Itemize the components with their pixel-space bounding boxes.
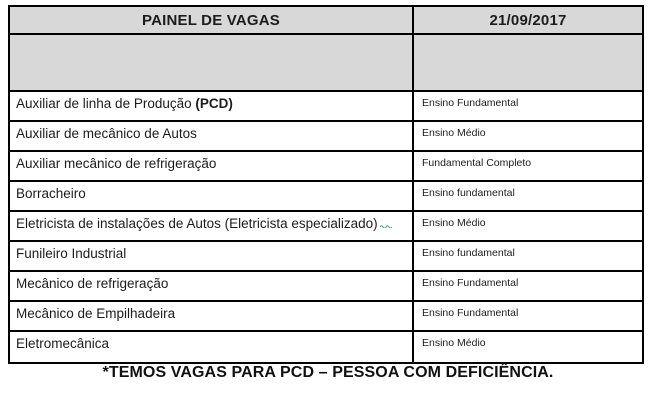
position-cell [10, 152, 414, 180]
footer-note: *TEMOS VAGAS PARA PCD – PESSOA COM DEFICIÊNCIA. [102, 364, 554, 381]
table-date-cell [414, 7, 642, 33]
education-cell [414, 272, 642, 300]
education-label: Ensino fundamental [422, 247, 515, 259]
position-cell [10, 182, 414, 210]
spacer-education-cell [414, 35, 642, 90]
table-row [10, 242, 642, 272]
education-cell [414, 122, 642, 150]
position-cell [10, 92, 414, 120]
position-cell [10, 122, 414, 150]
position-label: Eletricista de instalações de Autos (Eletricista especializado) [16, 216, 378, 231]
education-cell [414, 242, 642, 270]
education-cell [414, 92, 642, 120]
education-label: Fundamental Completo [422, 157, 532, 169]
position-label: Borracheiro [16, 186, 86, 201]
position-cell [10, 302, 414, 330]
table-row [10, 212, 642, 242]
position-cell [10, 332, 414, 362]
position-label: Auxiliar de mecânico de Autos [16, 126, 197, 141]
table-row [10, 122, 642, 152]
education-label: Ensino Fundamental [422, 277, 519, 289]
table-row [10, 92, 642, 122]
table-header-row [10, 7, 642, 35]
table-row [10, 272, 642, 302]
position-cell [10, 212, 414, 240]
position-label: Auxiliar de linha de Produção [16, 96, 196, 111]
page-title: PAINEL DE VAGAS [141, 11, 281, 29]
table-row [10, 182, 642, 212]
education-cell [414, 182, 642, 210]
position-label: Auxiliar mecânico de refrigeração [16, 156, 217, 171]
position-cell [10, 242, 414, 270]
education-cell [414, 152, 642, 180]
position-label: Funileiro Industrial [16, 246, 127, 261]
spacer-position-cell [10, 35, 414, 90]
position-label-bold: (PCD) [195, 96, 233, 111]
table-title-cell [10, 7, 414, 33]
education-label: Ensino Médio [422, 217, 486, 229]
education-label: Ensino fundamental [422, 187, 515, 199]
table-row [10, 302, 642, 332]
position-cell [10, 272, 414, 300]
education-label: Ensino Médio [422, 337, 486, 349]
position-label: Mecânico de refrigeração [16, 276, 169, 291]
vacancy-table [8, 5, 644, 364]
position-label: Mecânico de Empilhadeira [16, 306, 176, 321]
education-cell [414, 212, 642, 240]
education-cell [414, 302, 642, 330]
empty-spacer-row [10, 35, 642, 92]
spellcheck-squiggle-icon [380, 224, 392, 228]
date-label: 21/09/2017 [489, 11, 567, 29]
education-label: Ensino Fundamental [422, 307, 519, 319]
education-cell [414, 332, 642, 362]
table-row [10, 332, 642, 362]
education-label: Ensino Fundamental [422, 97, 519, 109]
education-label: Ensino Médio [422, 127, 486, 139]
position-label: Eletromecânica [16, 336, 110, 351]
table-row [10, 152, 642, 182]
